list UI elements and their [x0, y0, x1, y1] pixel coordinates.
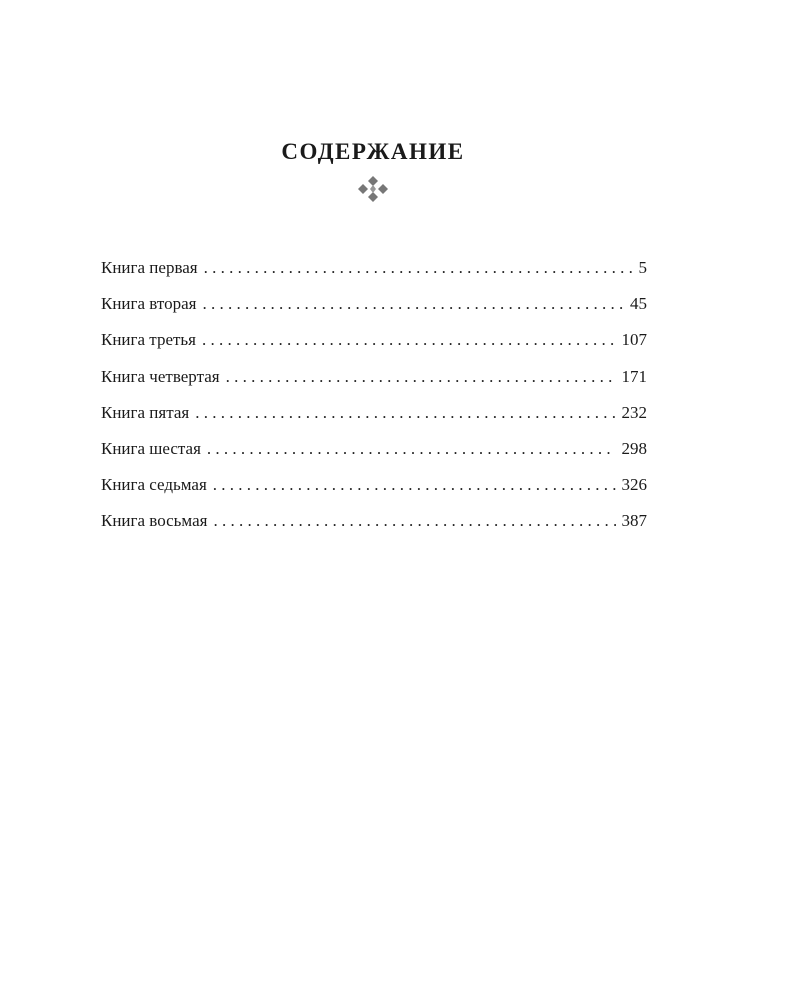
toc-item-label: Книга третья — [101, 330, 196, 350]
dot-leader — [204, 258, 633, 278]
dot-leader — [195, 403, 615, 423]
toc-row-4[interactable] — [101, 367, 647, 403]
dot-leader — [202, 294, 624, 314]
toc-row-3[interactable] — [101, 330, 647, 366]
dot-leader — [207, 439, 616, 459]
dot-leader — [213, 475, 616, 495]
toc-item-label: Книга четвертая — [101, 366, 220, 386]
toc-row-6[interactable] — [101, 439, 647, 475]
toc-item-label: Книга первая — [101, 258, 198, 277]
toc-item-page: 107 — [621, 330, 647, 350]
toc-row-5[interactable] — [101, 403, 647, 439]
toc-item-page: 5 — [638, 258, 647, 277]
table-of-contents — [101, 258, 647, 548]
toc-item-label: Книга восьмая — [101, 511, 208, 531]
toc-item-label: Книга седьмая — [101, 475, 207, 495]
toc-item-label: Книга вторая — [101, 294, 197, 314]
toc-item-label: Книга шестая — [101, 438, 201, 458]
toc-item-page: 326 — [621, 475, 647, 495]
toc-item-page: 232 — [621, 402, 647, 422]
page-title: СОДЕРЖАНИЕ — [281, 139, 465, 165]
dot-leader — [226, 367, 616, 387]
dot-leader — [202, 330, 616, 350]
toc-item-page: 298 — [621, 438, 647, 458]
dot-leader — [213, 511, 615, 531]
toc-item-page: 387 — [621, 511, 647, 531]
toc-row-2[interactable] — [101, 294, 647, 330]
toc-item-label: Книга пятая — [101, 402, 190, 422]
diamond-cluster-icon — [357, 176, 389, 202]
toc-item-page: 171 — [621, 366, 647, 386]
toc-row-1[interactable] — [101, 258, 647, 294]
toc-item-page: 45 — [630, 294, 647, 314]
toc-row-7[interactable] — [101, 475, 647, 511]
toc-row-8[interactable] — [101, 511, 647, 547]
